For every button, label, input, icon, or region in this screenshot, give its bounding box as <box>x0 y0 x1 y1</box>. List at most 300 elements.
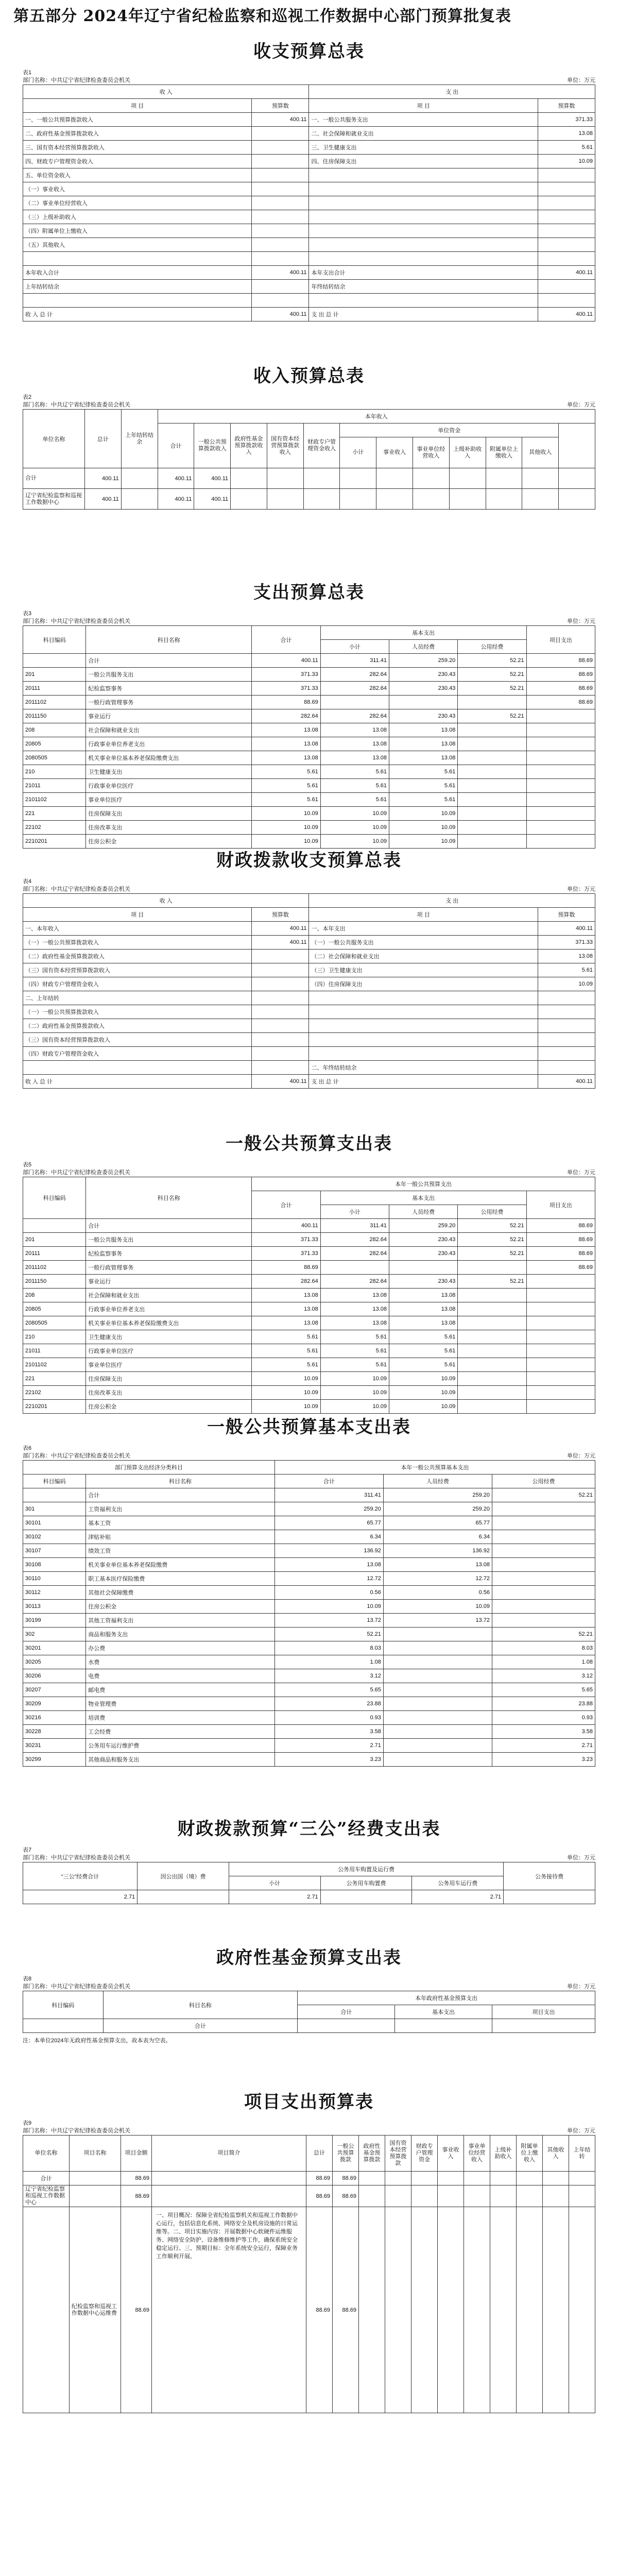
table-row <box>23 709 595 723</box>
table-cell: 10.09 <box>252 1372 320 1386</box>
table-header: “三公”经费合计 <box>23 1862 138 1890</box>
table-cell: 30113 <box>23 1600 86 1614</box>
table-cell <box>538 224 595 238</box>
section-general-public-basic-expense <box>0 1412 618 1767</box>
table-cell <box>252 950 309 963</box>
table-cell <box>490 2185 517 2207</box>
table-cell: 201 <box>23 1233 86 1247</box>
table-cell: （二）政府性基金预算拨款收入 <box>23 950 252 963</box>
table-meta <box>0 392 618 409</box>
table-cell: 5.61 <box>252 779 320 793</box>
table-cell: 88.69 <box>526 1233 595 1247</box>
table-cell <box>376 489 413 510</box>
table-cell: 400.11 <box>252 1075 309 1089</box>
table-cell: 10.09 <box>538 977 595 991</box>
table-cell <box>309 168 538 182</box>
table-cell: 合计 <box>23 468 85 489</box>
table-cell: 88.69 <box>526 682 595 696</box>
table-cell: 3.58 <box>274 1725 383 1739</box>
table-cell: 事业运行 <box>86 709 252 723</box>
table-cell: 5.61 <box>389 793 458 807</box>
table-row <box>23 1586 595 1600</box>
table-row <box>23 654 595 668</box>
table-cell <box>543 2185 569 2207</box>
table-header: 上年结转结余 <box>121 410 158 468</box>
table-cell: 职工基本医疗保险缴费 <box>86 1572 275 1586</box>
table-cell: 88.69 <box>333 2172 359 2185</box>
table-header: 预算数 <box>538 908 595 922</box>
table-cell: 230.43 <box>389 1247 458 1261</box>
table-header: 部门预算支出经济分类科目 <box>23 1461 275 1475</box>
table-cell: 311.41 <box>274 1488 383 1502</box>
table-cell <box>464 2172 490 2185</box>
table-header: 项目支出 <box>526 1191 595 1219</box>
table-cell: 400.11 <box>538 266 595 280</box>
table-cell <box>138 1890 229 1904</box>
table-cell: 13.08 <box>320 1302 389 1316</box>
table-header: 科目编码 <box>23 1991 104 2019</box>
table-cell: 13.08 <box>383 1558 492 1572</box>
table-row <box>23 1753 595 1767</box>
table-row <box>23 1075 595 1089</box>
table-cell: 合计 <box>103 2019 298 2033</box>
section-general-public-expense <box>0 1128 618 1414</box>
table-header: 科目名称 <box>86 1475 275 1488</box>
table-cell <box>517 2207 543 2413</box>
table-cell: 2080505 <box>23 1316 86 1330</box>
table-row <box>23 1502 595 1516</box>
table-cell: 221 <box>23 1372 86 1386</box>
table-cell: 282.64 <box>320 668 389 682</box>
table-code: 表1 <box>23 70 32 76</box>
table-row <box>23 1669 595 1683</box>
table-cell: 0.93 <box>492 1711 595 1725</box>
table-cell: 邮电费 <box>86 1683 275 1697</box>
table-cell <box>449 489 486 510</box>
table-cell: 纪检监察事务 <box>86 682 252 696</box>
budget-table <box>23 1460 595 1767</box>
table-cell <box>458 1358 526 1372</box>
table-cell: 合计 <box>86 1488 275 1502</box>
table-cell: 88.69 <box>252 696 320 709</box>
table-cell: 5.61 <box>389 1344 458 1358</box>
table-row <box>23 1544 595 1558</box>
table-cell: 13.08 <box>252 737 320 751</box>
table-cell <box>458 765 526 779</box>
table-cell: 282.64 <box>320 682 389 696</box>
table-cell <box>526 1330 595 1344</box>
table-cell <box>252 127 309 141</box>
table-row <box>23 1488 595 1502</box>
table-cell: 371.33 <box>538 936 595 950</box>
table-cell <box>309 1047 538 1061</box>
table-cell <box>340 468 376 489</box>
table-row <box>23 155 595 168</box>
table-cell: 259.20 <box>383 1502 492 1516</box>
table-row <box>23 489 595 510</box>
table-cell <box>490 2172 517 2185</box>
table-cell <box>522 489 559 510</box>
table-cell: 23.88 <box>492 1697 595 1711</box>
table-header: 财政专户管理资金收入 <box>303 423 340 468</box>
table-cell <box>526 765 595 779</box>
table-cell <box>383 1697 492 1711</box>
table-cell <box>376 468 413 489</box>
table-cell: 400.11 <box>85 468 122 489</box>
table-cell <box>23 1219 86 1233</box>
table-cell: 0.56 <box>274 1586 383 1600</box>
table-cell: 基本工资 <box>86 1516 275 1530</box>
table-cell: 10.09 <box>389 1386 458 1400</box>
table-header: 项 目 <box>23 99 252 113</box>
table-cell: 88.69 <box>121 2172 152 2185</box>
table-cell: 400.11 <box>252 266 309 280</box>
table-cell <box>23 1061 252 1075</box>
table-cell <box>411 2207 438 2413</box>
table-cell: 合计 <box>86 1219 252 1233</box>
table-meta <box>0 1443 618 1460</box>
table-code: 表3 <box>23 611 32 617</box>
table-cell <box>538 252 595 266</box>
table-cell: 5.61 <box>252 793 320 807</box>
table-cell <box>538 280 595 294</box>
table-cell <box>458 1316 526 1330</box>
table-cell: 8.03 <box>274 1641 383 1655</box>
table-row <box>23 1247 595 1261</box>
table-cell <box>70 2185 121 2207</box>
table-row <box>23 682 595 696</box>
table-cell <box>359 2172 385 2185</box>
table-row <box>23 266 595 280</box>
table-cell <box>252 991 309 1005</box>
table-header: 科目编码 <box>23 626 86 654</box>
table-cell <box>458 1330 526 1344</box>
table-header: 科目名称 <box>86 1177 252 1219</box>
table-cell: 400.11 <box>194 468 231 489</box>
table-header: 小计 <box>340 437 376 468</box>
table-row <box>23 468 595 489</box>
table-header: 收 入 <box>23 85 309 99</box>
table-header: 单位名称 <box>23 410 85 468</box>
table-cell: 3.12 <box>274 1669 383 1683</box>
dept-label: 部门名称：中共辽宁省纪律检查委员会机关 <box>23 1453 130 1459</box>
table-header: 预算数 <box>252 99 309 113</box>
table-header: 基本支出 <box>320 1191 526 1205</box>
table-header: 项目金额 <box>121 2136 152 2172</box>
unit-label: 单位：万元 <box>567 1984 595 1990</box>
table-cell: 30228 <box>23 1725 86 1739</box>
table-cell: 259.20 <box>389 1219 458 1233</box>
table-cell <box>383 1669 492 1683</box>
table-row <box>23 1725 595 1739</box>
table-header: 合计 <box>252 1191 320 1219</box>
table-cell: 13.08 <box>252 1289 320 1302</box>
budget-table <box>23 409 595 510</box>
table-row <box>23 280 595 294</box>
table-cell: 5.61 <box>389 1358 458 1372</box>
table-cell: 13.08 <box>389 1316 458 1330</box>
table-cell: 纪检监察和巡视工作数据中心运维费 <box>70 2207 121 2413</box>
section-title: 收入预算总表 <box>253 366 365 386</box>
section-three-public-expenses <box>0 1814 618 1904</box>
table-cell: 10.09 <box>252 835 320 849</box>
table-cell <box>383 1683 492 1697</box>
table-cell: 四、住房保障支出 <box>309 155 538 168</box>
table-cell: 其他商品和服务支出 <box>86 1753 275 1767</box>
table-cell: 5.61 <box>320 793 389 807</box>
table-cell: 10.09 <box>252 821 320 835</box>
table-note: 注：本单位2024年无政府性基金预算支出，故本表为空表。 <box>23 2038 171 2044</box>
table-cell <box>492 1516 595 1530</box>
table-cell: 2.71 <box>229 1890 320 1904</box>
table-cell <box>492 1572 595 1586</box>
table-header: 本年一般公共预算支出 <box>252 1177 595 1191</box>
table-cell: 400.11 <box>538 308 595 321</box>
table-cell <box>152 2172 306 2185</box>
table-row <box>23 1372 595 1386</box>
table-cell: 259.20 <box>389 654 458 668</box>
table-cell: 30107 <box>23 1544 86 1558</box>
table-cell <box>504 1890 595 1904</box>
table-cell: 88.69 <box>306 2207 333 2413</box>
table-cell: 13.08 <box>320 1316 389 1330</box>
table-cell: 21011 <box>23 779 86 793</box>
table-row <box>23 1019 595 1033</box>
table-cell <box>252 1047 309 1061</box>
table-cell <box>340 489 376 510</box>
table-cell <box>152 2185 306 2207</box>
table-cell: 52.21 <box>274 1628 383 1641</box>
table-row <box>23 807 595 821</box>
dept-label: 部门名称：中共辽宁省纪律检查委员会机关 <box>23 402 130 408</box>
table-cell: 30216 <box>23 1711 86 1725</box>
table-cell <box>458 737 526 751</box>
table-header: 一般公共预算拨款收入 <box>194 423 231 468</box>
table-cell <box>252 155 309 168</box>
table-cell <box>252 977 309 991</box>
table-cell: 210 <box>23 765 86 779</box>
table-cell: 13.08 <box>320 751 389 765</box>
section-title: 支出预算总表 <box>253 582 365 603</box>
table-cell: 10.09 <box>252 1386 320 1400</box>
table-cell <box>231 489 267 510</box>
table-cell: 住房改革支出 <box>86 821 252 835</box>
table-header: 项 目 <box>309 908 538 922</box>
table-cell <box>526 709 595 723</box>
table-cell <box>383 1641 492 1655</box>
table-cell: 5.61 <box>252 1344 320 1358</box>
table-cell: 13.08 <box>252 1302 320 1316</box>
table-cell <box>252 141 309 155</box>
table-cell <box>413 468 450 489</box>
table-header: 附属单位上缴收入 <box>517 2136 543 2172</box>
table-cell: 371.33 <box>252 668 320 682</box>
table-code: 表6 <box>23 1445 32 1451</box>
table-cell <box>449 468 486 489</box>
table-cell: 400.11 <box>252 308 309 321</box>
table-header: 上年结转 <box>569 2136 595 2172</box>
table-cell <box>383 1655 492 1669</box>
table-cell: 52.21 <box>492 1488 595 1502</box>
table-cell <box>458 821 526 835</box>
table-header: 项目支出 <box>492 2005 595 2019</box>
table-cell: 30101 <box>23 1516 86 1530</box>
table-row <box>23 793 595 807</box>
table-cell: 311.41 <box>320 1219 389 1233</box>
table-header: 上级补助收入 <box>449 437 486 468</box>
table-row <box>23 963 595 977</box>
table-header: 项目名称 <box>70 2136 121 2172</box>
table-cell: 5.61 <box>252 1358 320 1372</box>
table-cell: 一、本年收入 <box>23 922 252 936</box>
table-cell <box>526 1344 595 1358</box>
table-row <box>23 1711 595 1725</box>
table-cell: 绩效工资 <box>86 1544 275 1558</box>
table-cell: 30209 <box>23 1697 86 1711</box>
table-cell <box>543 2207 569 2413</box>
table-cell <box>359 2185 385 2207</box>
table-cell: 电费 <box>86 1669 275 1683</box>
table-cell: 纪检监察事务 <box>86 1247 252 1261</box>
table-row <box>23 2019 595 2033</box>
table-cell: 52.21 <box>458 1275 526 1289</box>
table-cell <box>252 168 309 182</box>
table-code: 表8 <box>23 1976 32 1982</box>
table-cell <box>458 1372 526 1386</box>
budget-table <box>23 1862 595 1904</box>
table-cell: 行政事业单位医疗 <box>86 1344 252 1358</box>
table-cell: 事业单位医疗 <box>86 1358 252 1372</box>
table-cell <box>458 751 526 765</box>
table-cell: 371.33 <box>252 1233 320 1247</box>
table-cell: 住房保障支出 <box>86 1372 252 1386</box>
table-cell <box>526 1289 595 1302</box>
table-row <box>23 1614 595 1628</box>
table-cell: 2.71 <box>274 1739 383 1753</box>
section-title: 收支预算总表 <box>253 41 365 62</box>
table-cell: （二）事业单位经营收入 <box>23 196 252 210</box>
table-cell <box>517 2172 543 2185</box>
table-cell: 行政事业单位养老支出 <box>86 1302 252 1316</box>
table-cell: 20111 <box>23 1247 86 1261</box>
table-header: 本年政府性基金预算支出 <box>298 1991 595 2005</box>
table-header: 因公出国（境）费 <box>138 1862 229 1890</box>
table-row <box>23 224 595 238</box>
table-cell <box>538 1019 595 1033</box>
table-header: 政府性基金预算拨款收入 <box>231 423 267 468</box>
table-cell: 三、卫生健康支出 <box>309 141 538 155</box>
table-meta <box>0 1159 618 1177</box>
table-cell: 65.77 <box>274 1516 383 1530</box>
table-cell: 5.61 <box>252 1330 320 1344</box>
table-header: 总计 <box>85 410 122 468</box>
table-cell: 5.65 <box>274 1683 383 1697</box>
table-cell: 3.23 <box>274 1753 383 1767</box>
table-cell <box>458 723 526 737</box>
budget-table <box>23 625 595 849</box>
table-cell <box>320 1890 412 1904</box>
table-cell: 88.69 <box>526 1219 595 1233</box>
table-row <box>23 1386 595 1400</box>
table-code: 表2 <box>23 394 32 400</box>
table-cell: 88.69 <box>526 1261 595 1275</box>
table-cell <box>458 696 526 709</box>
table-cell: 机关事业单位基本养老保险缴费支出 <box>86 1316 252 1330</box>
table-header: 项目支出 <box>526 626 595 654</box>
table-header: 单位资金 <box>340 423 559 437</box>
table-cell: 2101102 <box>23 793 86 807</box>
dept-label: 部门名称：中共辽宁省纪律检查委员会机关 <box>23 1855 130 1861</box>
unit-label: 单位：万元 <box>567 618 595 624</box>
table-cell <box>569 2207 595 2413</box>
table-cell: 400.11 <box>85 489 122 510</box>
table-cell: 辽宁省纪检监察和巡视工作数据中心 <box>23 2185 70 2207</box>
table-cell <box>538 294 595 308</box>
table-cell: 一般公共服务支出 <box>86 668 252 682</box>
table-cell: 30112 <box>23 1586 86 1600</box>
table-row <box>23 308 595 321</box>
table-cell: 136.92 <box>274 1544 383 1558</box>
table-header: 事业单位经营收入 <box>413 437 450 468</box>
table-cell: 12.72 <box>274 1572 383 1586</box>
table-cell: 30102 <box>23 1530 86 1544</box>
table-cell: 合计 <box>23 2172 70 2185</box>
table-cell <box>298 2019 395 2033</box>
table-cell <box>252 963 309 977</box>
table-cell <box>464 2185 490 2207</box>
table-cell <box>252 280 309 294</box>
table-cell <box>492 1614 595 1628</box>
table-cell <box>559 468 595 489</box>
table-cell <box>231 468 267 489</box>
project-description: 一、项目概况：保障全省纪检监察机关和巡视工作数据中心运行，包括信息化系统、网络安全及机房设施的日常运维等。二、项目实施内容：开展数据中心软硬件运维服务、网络安全防护、设备维修维护等工作，确保系统安全稳定运行。三、预期目标：全年系统安全运行，保障业务工作顺利开展。 <box>152 2207 306 2413</box>
table-cell: 三、国有资本经营预算拨款收入 <box>23 141 252 155</box>
table-cell <box>538 210 595 224</box>
table-header: 本年一般公共预算基本支出 <box>274 1461 595 1475</box>
table-cell: 13.08 <box>389 723 458 737</box>
table-header: 公务用车购置费 <box>320 1876 412 1890</box>
table-cell <box>492 2019 595 2033</box>
table-cell <box>309 182 538 196</box>
table-header: 支 出 <box>309 894 595 908</box>
table-cell <box>538 1047 595 1061</box>
table-cell <box>359 2207 385 2413</box>
table-cell <box>526 1302 595 1316</box>
table-cell: 工会经费 <box>86 1725 275 1739</box>
table-cell <box>490 2207 517 2413</box>
table-cell: 282.64 <box>252 709 320 723</box>
table-meta <box>0 876 618 893</box>
table-cell <box>458 779 526 793</box>
table-cell: 23.88 <box>274 1697 383 1711</box>
table-row <box>23 1302 595 1316</box>
table-cell <box>252 1005 309 1019</box>
table-cell: 10.09 <box>320 807 389 821</box>
table-cell: 卫生健康支出 <box>86 1330 252 1344</box>
table-cell: 371.33 <box>252 682 320 696</box>
table-header: 合计 <box>298 2005 395 2019</box>
table-cell: 88.69 <box>306 2172 333 2185</box>
table-cell: 52.21 <box>492 1628 595 1641</box>
table-cell <box>458 793 526 807</box>
table-cell: 13.72 <box>383 1614 492 1628</box>
table-cell: 201 <box>23 668 86 682</box>
table-cell: 二、年终结转结余 <box>309 1061 538 1075</box>
table-cell: 20805 <box>23 1302 86 1316</box>
table-cell <box>538 196 595 210</box>
table-cell: 88.69 <box>526 654 595 668</box>
table-cell: 230.43 <box>389 1233 458 1247</box>
